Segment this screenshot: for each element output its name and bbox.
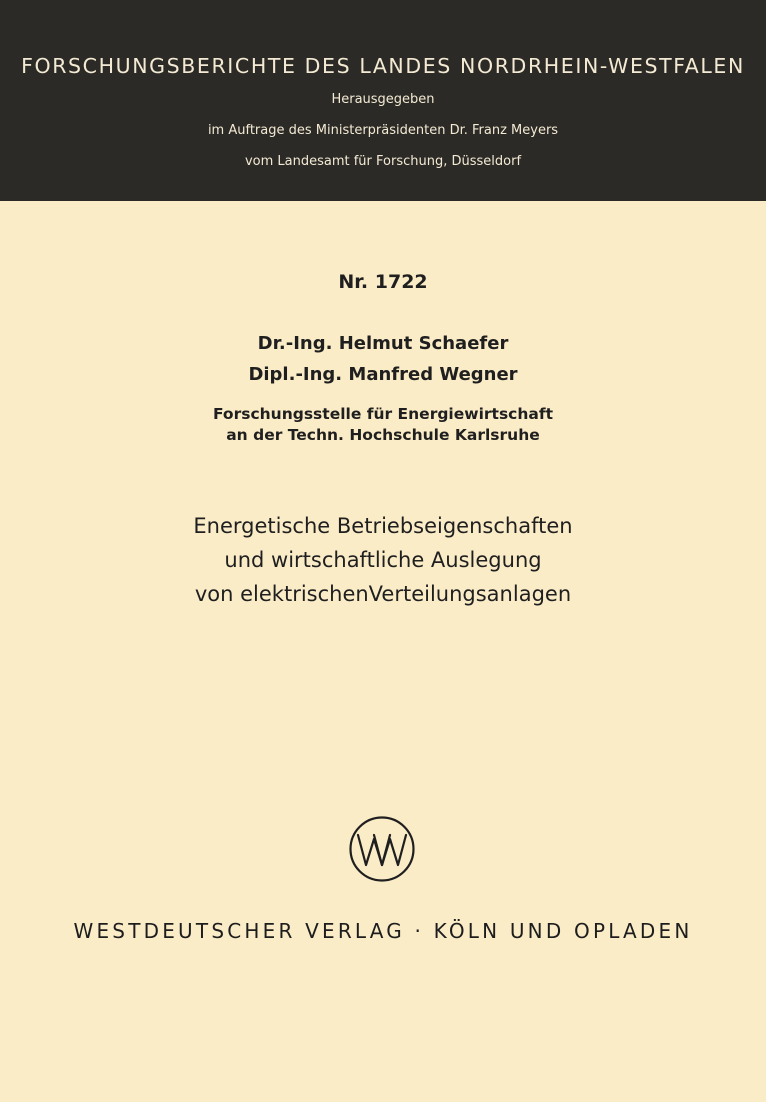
institution-line-2: an der Techn. Hochschule Karlsruhe (226, 426, 540, 444)
institution-line-1: Forschungsstelle für Energiewirtschaft (212, 405, 554, 423)
author-2: Dipl.-Ing. Manfred Wegner (248, 364, 518, 385)
editor-line-1: Herausgegeben (331, 92, 435, 107)
publisher-line: WESTDEUTSCHER VERLAG · KÖLN UND OPLADEN (73, 919, 693, 943)
author-1: Dr.-Ing. Helmut Schaefer (257, 333, 509, 354)
title-line-2: und wirtschaftliche Auslegung (224, 548, 542, 572)
editor-line-3: vom Landesamt für Forschung, Düsseldorf (244, 154, 522, 169)
report-number: Nr. 1722 (338, 271, 428, 293)
title-line-3: von elektrischenVerteilungsanlagen (194, 582, 572, 606)
title-line-1: Energetische Betriebseigenschaften (193, 514, 573, 538)
publisher-logo-icon (348, 815, 416, 883)
editor-line-2: im Auftrage des Ministerpräsidenten Dr. Franz Meyers (207, 123, 559, 138)
series-title: FORSCHUNGSBERICHTE DES LANDES NORDRHEIN-WESTFALEN (21, 54, 745, 78)
series-header (0, 0, 766, 201)
